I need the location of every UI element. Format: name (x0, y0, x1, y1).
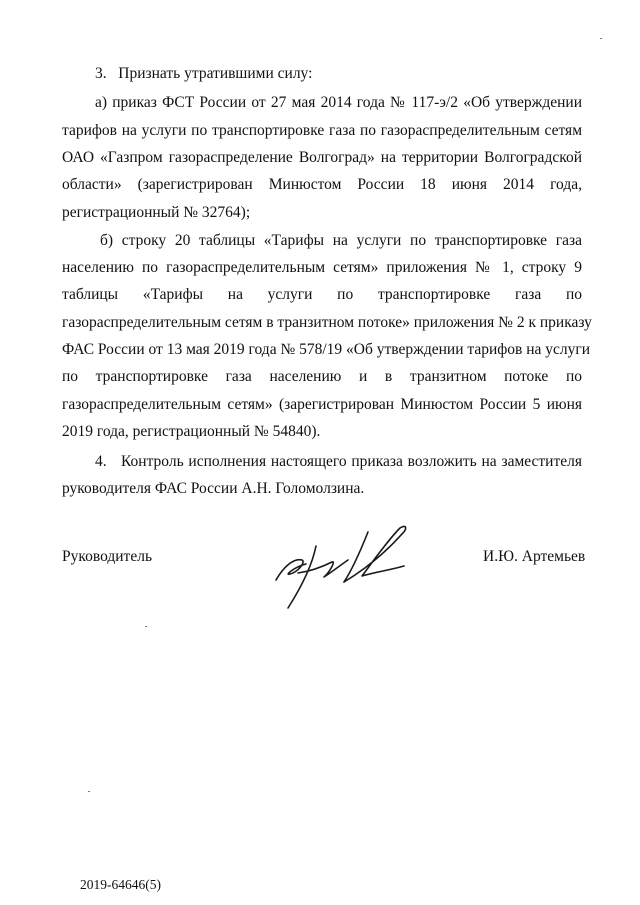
item-3b-line-7: газораспределительным сетям» (зарегистрирован Минюстом России 5 июня (62, 396, 582, 413)
item-3a-line-5: регистрационный № 32764); (62, 204, 251, 221)
item-3a-line-4: области» (зарегистрирован Минюстом России 18 июня 2014 года, (62, 176, 582, 193)
item-3b-line-3: таблицы «Тарифы на услуги по транспортировке газа по (62, 286, 582, 303)
scan-speck (145, 626, 147, 627)
item-3-heading: 3. Признать утратившими силу: (95, 65, 313, 82)
scan-speck (88, 791, 90, 792)
item-3b-line-4: газораспределительным сетям в транзитном потоке» приложения № 2 к приказу (62, 314, 592, 331)
item-3a-line-1: а) приказ ФСТ России от 27 мая 2014 года № 117-э/2 «Об утверждении (95, 94, 582, 111)
item-4-line-1: 4. Контроль исполнения настоящего приказа возложить на заместителя (95, 453, 582, 470)
scan-speck (600, 38, 602, 39)
item-3a-line-3: ОАО «Газпром газораспределение Волгоград» на территории Волгоградской (62, 149, 582, 166)
document-number: 2019-64646(5) (80, 877, 161, 892)
item-3a-line-2: тарифов на услуги по транспортировке газа по газораспределительным сетям (62, 122, 582, 139)
item-3b-line-1: б) строку 20 таблицы «Тарифы на услуги по транспортировке газа (100, 232, 582, 249)
item-4-line-2: руководителя ФАС России А.Н. Голомолзина. (62, 480, 365, 497)
item-3b-line-6: по транспортировке газа населению и в транзитном потоке по (62, 368, 582, 385)
signer-name: И.Ю. Артемьев (483, 548, 586, 565)
item-3b-line-2: населению по газораспределительным сетям» приложения № 1, строку 9 (62, 259, 582, 276)
item-3b-line-5: ФАС России от 13 мая 2019 года № 578/19 «Об утверждении тарифов на услуги (62, 341, 591, 358)
signer-title: Руководитель (62, 548, 153, 565)
item-3b-line-8: 2019 года, регистрационный № 54840). (62, 423, 321, 440)
handwritten-signature (272, 520, 422, 615)
